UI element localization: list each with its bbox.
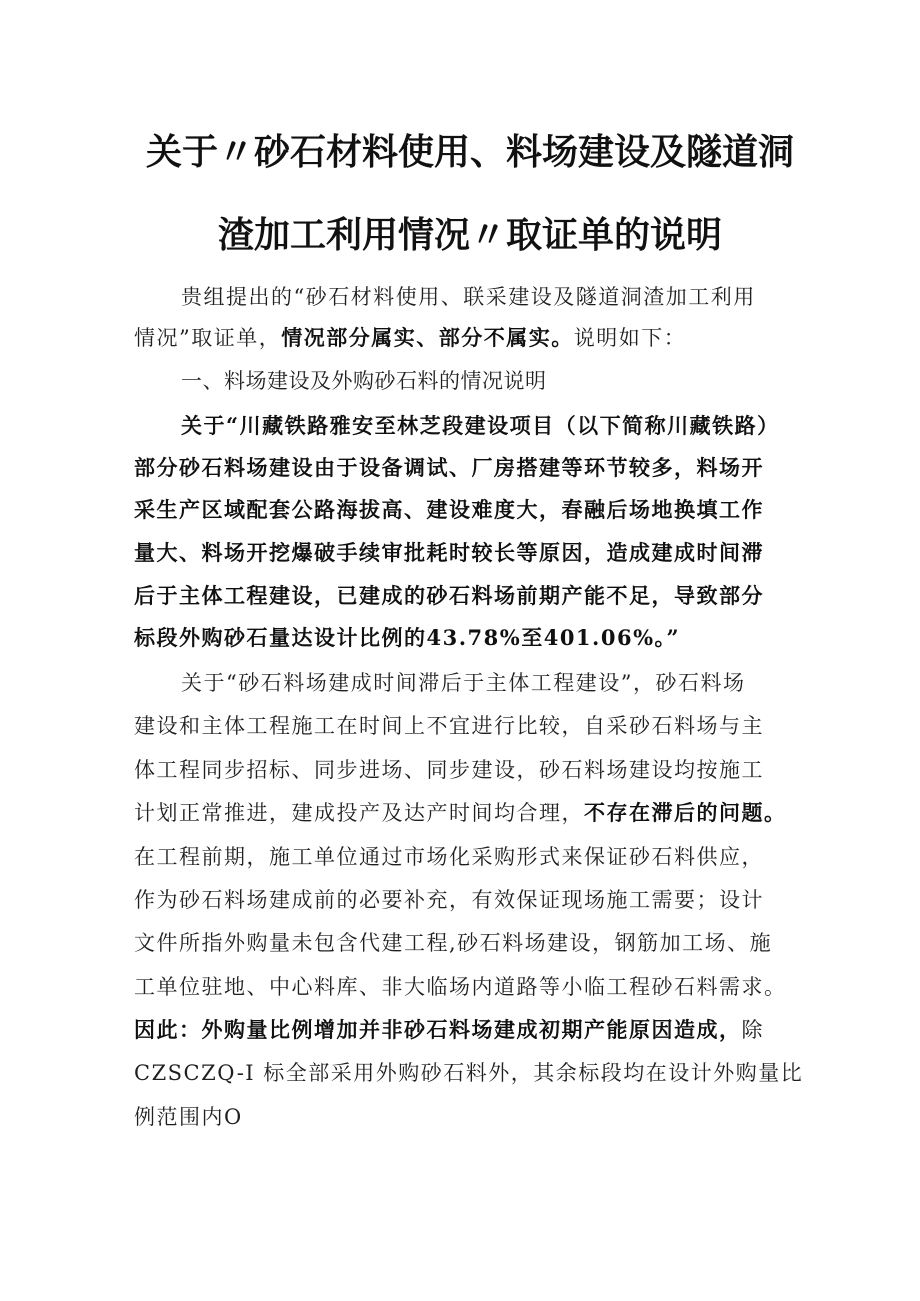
intro-line-2: [134, 323, 799, 353]
intro-line-1: 贵组提出的“砂石材料使用、联采建设及隧道洞渣加工利用: [181, 285, 756, 309]
quote-line-1: 关于“川藏铁路雅安至林芝段建设项目（以下简称川藏铁路）: [181, 413, 780, 438]
para-2-line-2: 建设和主体工程施工在时间上不宜进行比较，自采砂石料场与主: [134, 714, 764, 738]
para-2-line-1: 关于“砂石料场建成时间滞后于主体工程建设”，砂石料场: [181, 671, 746, 695]
document-title-line-2: 渣加工利用情况〃取证单的说明: [217, 215, 722, 256]
quote-line-4: 量大、料场开挖爆破手续审批耗时较长等原因，造成建成时间滞: [134, 540, 764, 565]
quote-line-5: 后于主体工程建设，已建成的砂石料场前期产能不足，导致部分: [134, 583, 764, 608]
para-2-line-8: 工单位驻地、中心料库、非大临场内道路等小临工程砂石料需求。: [134, 975, 787, 999]
section-1-heading: 一、料场建设及外购砂石料的情况说明: [181, 369, 547, 393]
quote-line-3: 采生产区域配套公路海拔高、建设难度大，春融后场地换填工作: [134, 497, 764, 522]
para-2-no-delay-statement: 不存在滞后的问题。: [584, 800, 787, 825]
para-2-line-9-end: 除: [741, 1018, 764, 1042]
para-2-line-7: 文件所指外购量未包含代建工程,砂石料场建设，钢筋加工场、施: [134, 931, 773, 955]
para-2-line-6: 作为砂石料场建成前的必要补充，有效保证现场施工需要；设计: [134, 888, 764, 912]
intro-line-2-text: 情况”取证单，: [134, 326, 282, 350]
intro-conclusion: 情况部分属实、部分不属实。: [281, 325, 574, 350]
para-2-line-3: 体工程同步招标、同步进场、同步建设，砂石料场建设均按施工: [134, 758, 764, 782]
intro-line-2-end: 说明如下：: [573, 326, 687, 350]
para-2-line-4-text: 计划正常推进，建成投产及达产时间均合理，: [134, 801, 584, 825]
document-title-line-1: 关于〃砂石材料使用、料场建设及隧道洞: [145, 132, 794, 173]
para-2-conclusion: 因此：外购量比例增加并非砂石料场建成初期产能原因造成，: [134, 1017, 742, 1042]
para-2-line-10: CZSCZQ-I 标全部采用外购砂石料外，其余标段均在设计外购量比: [134, 1061, 804, 1085]
para-2-line-4: [134, 798, 799, 828]
para-2-line-11: 例范围内O: [134, 1105, 243, 1129]
para-2-line-5: 在工程前期，施工单位通过市场化采购形式来保证砂石料供应，: [134, 845, 764, 869]
para-2-line-9: [134, 1015, 799, 1045]
quote-line-6: 标段外购砂石量达设计比例的43.78%至401.06%。”: [134, 625, 681, 650]
quote-line-2: 部分砂石料场建设由于设备调试、厂房搭建等环节较多，料场开: [134, 455, 764, 480]
